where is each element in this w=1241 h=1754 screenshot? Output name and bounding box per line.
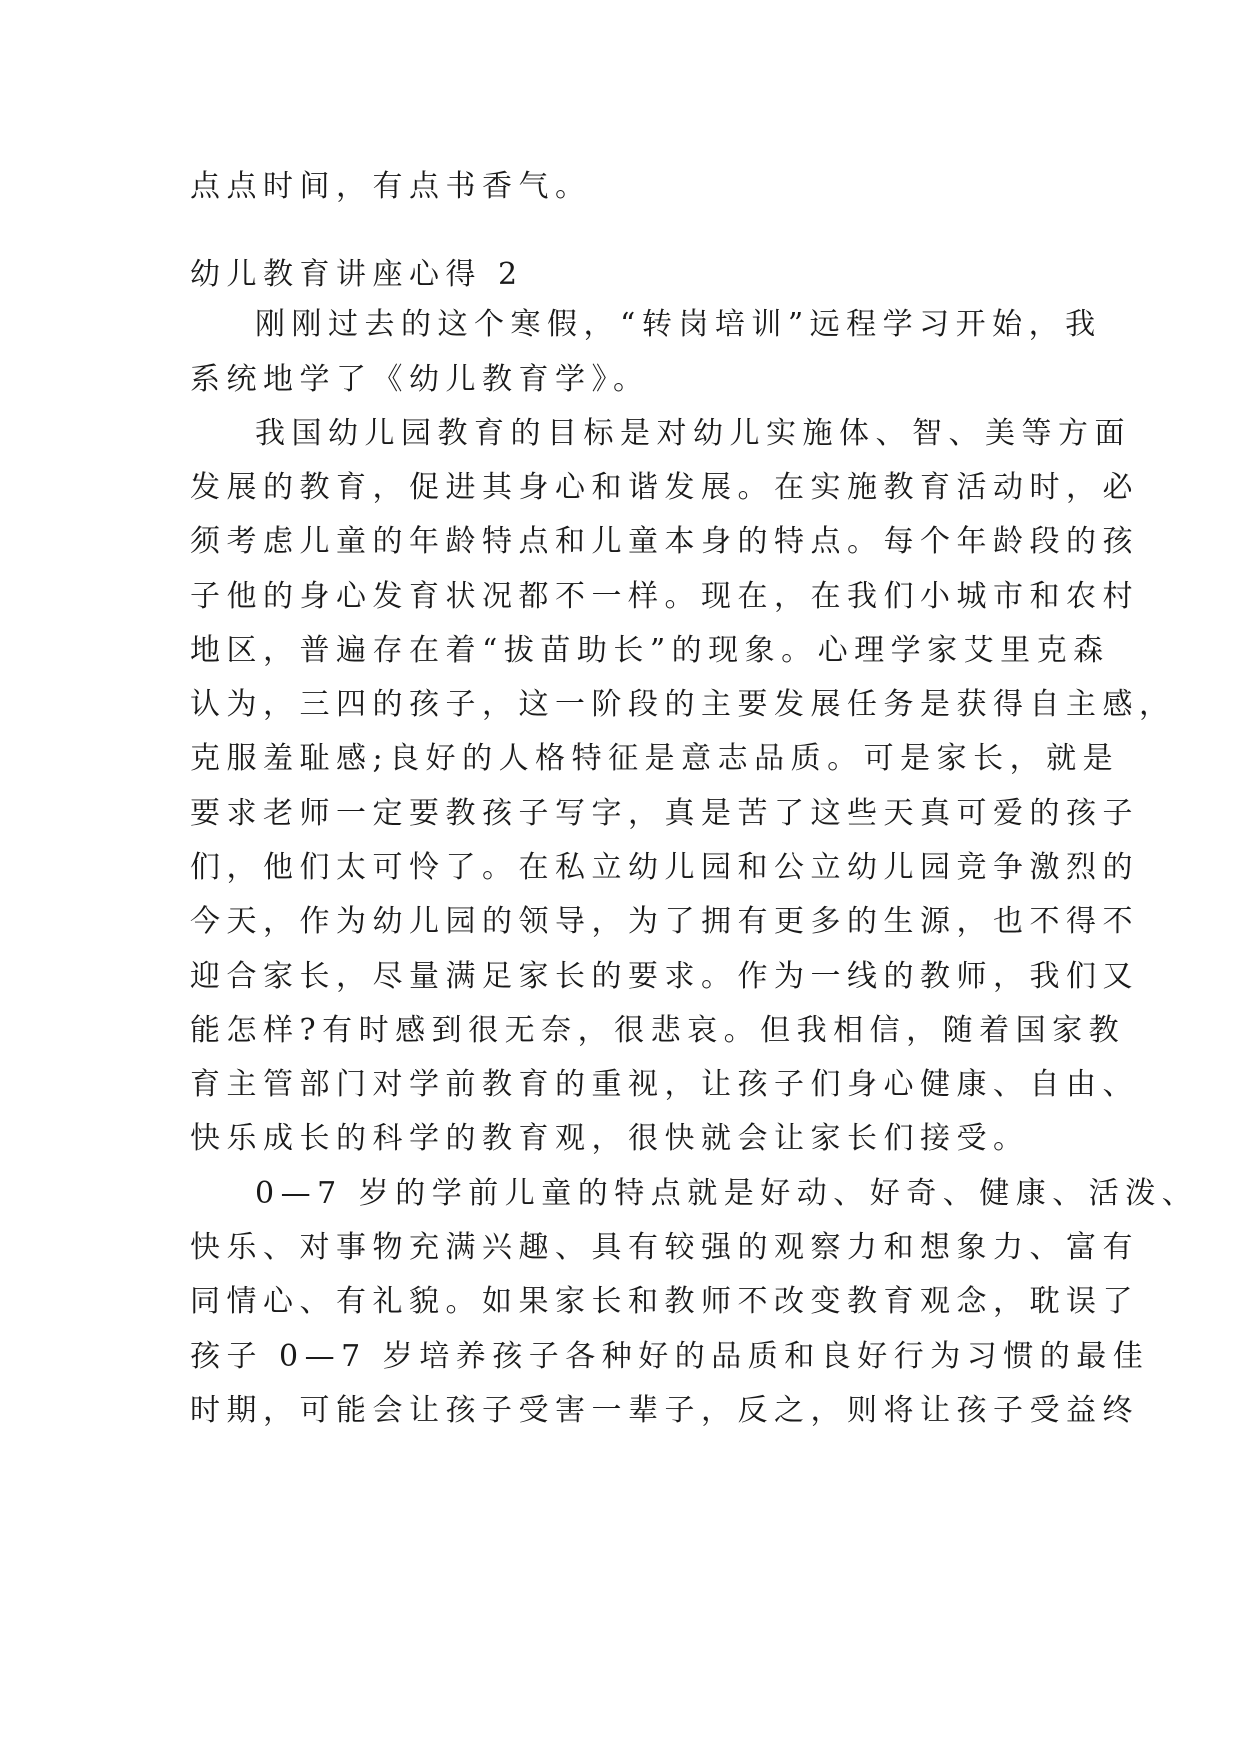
text-line: 点点时间，有点书香气。 bbox=[190, 169, 592, 204]
text-line: 0—7 岁的学前儿童的特点就是好动、好奇、健康、活泼、 bbox=[255, 1176, 1199, 1211]
text-line: 地区，普遍存在着“拔苗助长”的现象。心理学家艾里克森 bbox=[190, 633, 1110, 668]
text-line: 快乐成长的科学的教育观，很快就会让家长们接受。 bbox=[190, 1121, 1030, 1156]
text-line: 刚刚过去的这个寒假，“转岗培训”远程学习开始，我 bbox=[255, 307, 1102, 342]
text-line: 时期，可能会让孩子受害一辈子，反之，则将让孩子受益终 bbox=[190, 1393, 1139, 1428]
text-line: 今天，作为幼儿园的领导，为了拥有更多的生源，也不得不 bbox=[190, 904, 1139, 939]
text-line: 能怎样?有时感到很无奈，很悲哀。但我相信，随着国家教 bbox=[190, 1013, 1126, 1048]
text-line: 快乐、对事物充满兴趣、具有较强的观察力和想象力、富有 bbox=[190, 1230, 1139, 1265]
text-line: 子他的身心发育状况都不一样。现在，在我们小城市和农村 bbox=[190, 579, 1139, 614]
text-line: 们，他们太可怜了。在私立幼儿园和公立幼儿园竞争激烈的 bbox=[190, 850, 1139, 885]
text-line: 迎合家长，尽量满足家长的要求。作为一线的教师，我们又 bbox=[190, 959, 1139, 994]
text-line: 认为，三四的孩子，这一阶段的主要发展任务是获得自主感， bbox=[190, 687, 1176, 722]
section-heading: 幼儿教育讲座心得 2 bbox=[190, 257, 524, 292]
text-line: 克服羞耻感;良好的人格特征是意志品质。可是家长，就是 bbox=[190, 741, 1120, 776]
text-line: 发展的教育，促进其身心和谐发展。在实施教育活动时，必 bbox=[190, 470, 1139, 505]
text-line: 孩子 0—7 岁培养孩子各种好的品质和良好行为习惯的最佳 bbox=[190, 1339, 1150, 1374]
text-line: 须考虑儿童的年龄特点和儿童本身的特点。每个年龄段的孩 bbox=[190, 524, 1139, 559]
text-line: 育主管部门对学前教育的重视，让孩子们身心健康、自由、 bbox=[190, 1067, 1139, 1102]
text-line: 同情心、有礼貌。如果家长和教师不改变教育观念，耽误了 bbox=[190, 1284, 1139, 1319]
text-line: 要求老师一定要教孩子写字，真是苦了这些天真可爱的孩子 bbox=[190, 796, 1139, 831]
text-line: 系统地学了《幼儿教育学》。 bbox=[190, 362, 650, 397]
text-line: 我国幼儿园教育的目标是对幼儿实施体、智、美等方面 bbox=[255, 416, 1131, 451]
